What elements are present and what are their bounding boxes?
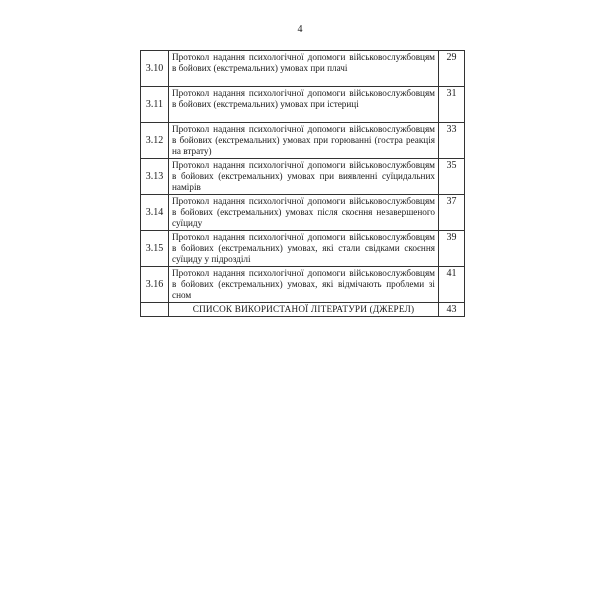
toc-page-number: 31 [439,87,465,123]
toc-references-title: СПИСОК ВИКОРИСТАНОЇ ЛІТЕРАТУРИ (ДЖЕРЕЛ) [169,303,439,317]
toc-section-number: 3.16 [141,267,169,303]
toc-section-title: Протокол надання психологічної допомоги військовослужбовцям в бойових (екстремальних) умовах при плачі [169,51,439,87]
toc-row [141,51,465,87]
toc-page-number: 41 [439,267,465,303]
toc-section-number: 3.12 [141,123,169,159]
toc-section-title: Протокол надання психологічної допомоги військовослужбовцям в бойових (екстремальних) умовах після скоєння незавершеного суїциду [169,195,439,231]
toc-section-number: 3.11 [141,87,169,123]
toc-section-title: Протокол надання психологічної допомоги військовослужбовцям в бойових (екстремальних) умовах при істериці [169,87,439,123]
toc-page-number: 43 [439,303,465,317]
toc-section-title: Протокол надання психологічної допомоги військовослужбовцям в бойових (екстремальних) умовах, які стали свідками скоєння суїциду у підрозділі [169,231,439,267]
toc-section-title: Протокол надання психологічної допомоги військовослужбовцям в бойових (екстремальних) умовах, які відмічають проблеми зі сном [169,267,439,303]
toc-row [141,159,465,195]
toc-row [141,123,465,159]
toc-page-number: 33 [439,123,465,159]
page-number: 4 [297,24,303,35]
toc-row [141,231,465,267]
toc-section-title: Протокол надання психологічної допомоги військовослужбовцям в бойових (екстремальних) умовах при виявленні суїцидальних намірів [169,159,439,195]
toc-page-number: 35 [439,159,465,195]
toc-empty-cell [141,303,169,317]
toc-section-number: 3.14 [141,195,169,231]
toc-section-number: 3.13 [141,159,169,195]
toc-section-number: 3.15 [141,231,169,267]
toc-row [141,87,465,123]
toc-section-number: 3.10 [141,51,169,87]
toc-references-row [141,303,465,317]
toc-section-title: Протокол надання психологічної допомоги військовослужбовцям в бойових (екстремальних) умовах при горюванні (гостра реакція на втрату) [169,123,439,159]
toc-page-number: 37 [439,195,465,231]
table-of-contents [140,50,465,317]
toc-row [141,267,465,303]
toc-page-number: 29 [439,51,465,87]
toc-row [141,195,465,231]
toc-page-number: 39 [439,231,465,267]
